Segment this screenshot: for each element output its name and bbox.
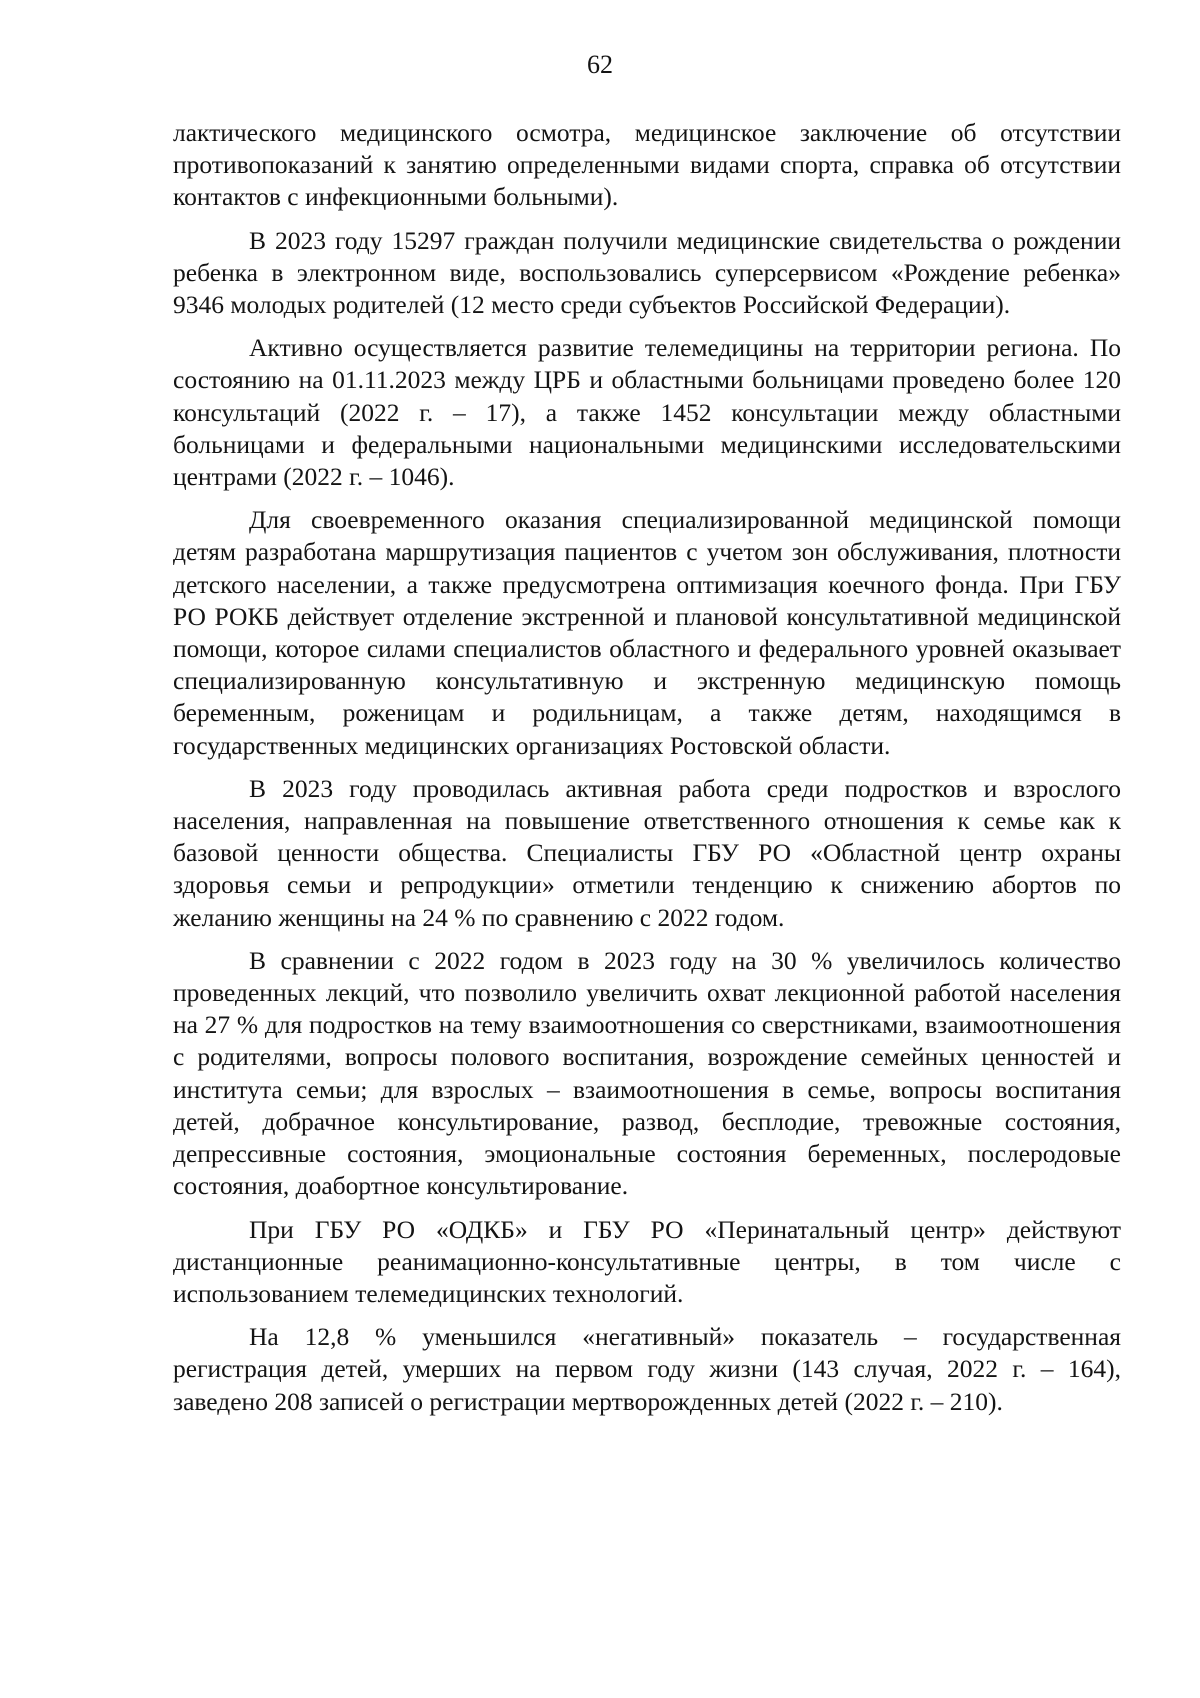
paragraph-continuation: лактического медицинского осмотра, медицинское заключение об отсутствии противопоказаний к занятию определенными видами спорта, справка об отсутствии контактов с инфекционными больными). xyxy=(173,118,1121,212)
document-body xyxy=(173,117,1121,1429)
paragraph-resuscitation-centers: При ГБУ РО «ОДКБ» и ГБУ РО «Перинатальный центр» действуют дистанционные реанимационно-консультативные центры, в том числе с использованием телемедицинских технологий. xyxy=(173,1214,1121,1308)
paragraph-telemedicine: Активно осуществляется развитие телемедицины на территории региона. По состоянию на 01.11.2023 между ЦРБ и областными больницами проведено более 120 консультаций (2022 г. – 17), а также 1452 консультации между областными больницами и федеральными национальными медицинскими исследовательскими центрами (2022 г. – 1046). xyxy=(173,333,1121,492)
paragraph-specialized-care: Для своевременного оказания специализированной медицинской помощи детям разработана маршрутизация пациентов с учетом зон обслуживания, плотности детского населении, а также предусмотрена оптимизация коечного фонда. При ГБУ РО РОКБ действует отделение экстренной и плановой консультативной медицинской помощи, которое силами специалистов областного и федерального уровней оказывает специализированную консультативную и экстренную медицинскую помощь беременным, роженицам и родильницам, а также детям, находящимся в государственных медицинских организациях Ростовской области. xyxy=(173,505,1121,760)
page-number: 62 xyxy=(587,50,613,79)
paragraph-birth-certificates: В 2023 году 15297 граждан получили медицинские свидетельства о рождении ребенка в электронном виде, воспользовались суперсервисом «Рождение ребенка» 9346 молодых родителей (12 место среди субъектов Российской Федерации). xyxy=(173,225,1121,320)
paragraph-lectures: В сравнении с 2022 годом в 2023 году на 30 % увеличилось количество проведенных лекций, что позволило увеличить охват лекционной работой населения на 27 % для подростков на тему взаимоотношения со сверстниками, взаимоотношения с родителями, вопросы полового воспитания, возрождение семейных ценностей и института семьи; для взрослых – взаимоотношения в семье, вопросы воспитания детей, добрачное консультирование, развод, бесплодие, тревожные состояния, депрессивные состояния, эмоциональные состояния беременных, послеродовые состояния, доабортное консультирование. xyxy=(173,945,1121,1201)
paragraph-family-work: В 2023 году проводилась активная работа среди подростков и взрослого населения, направленная на повышение ответственного отношения к семье как к базовой ценности общества. Специалисты ГБУ РО «Областной центр охраны здоровья семьи и репродукции» отметили тенденцию к снижению абортов по желанию женщины на 24 % по сравнению с 2022 годом. xyxy=(173,773,1121,932)
paragraph-infant-mortality: На 12,8 % уменьшился «негативный» показатель – государственная регистрация детей, умерших на первом году жизни (143 случая, 2022 г. – 164), заведено 208 записей о регистрации мертворожденных детей (2022 г. – 210). xyxy=(173,1322,1121,1416)
